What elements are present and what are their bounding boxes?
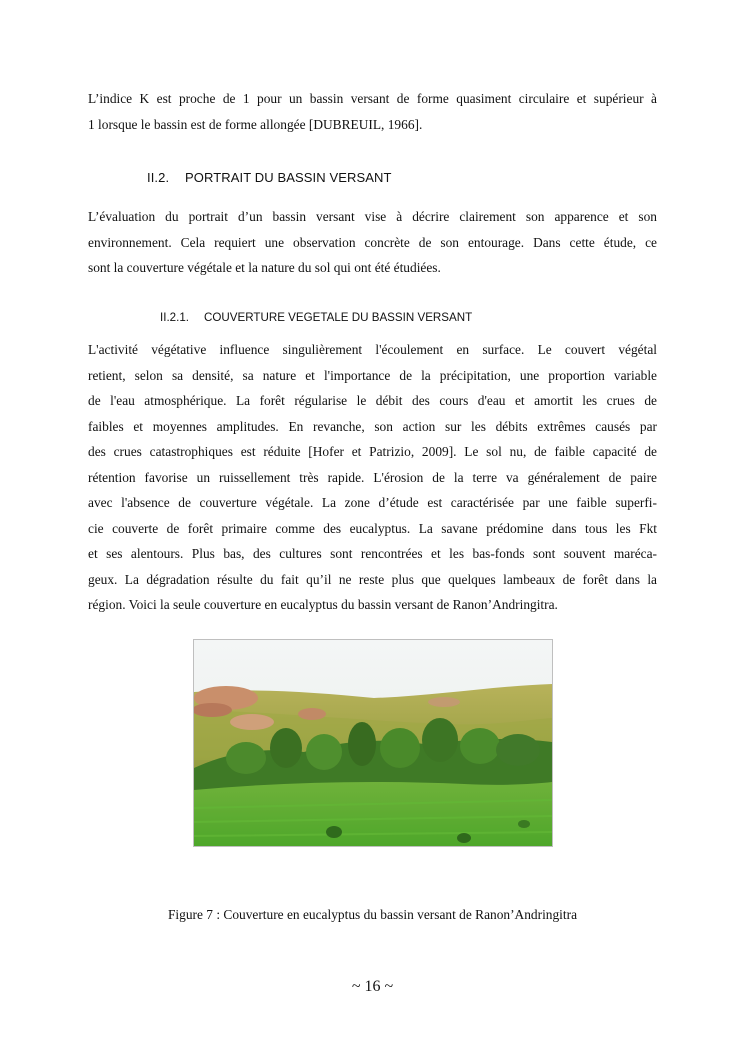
intro-line: 1 lorsque le bassin est de forme allongée [DUBREUIL, 1966]. [88, 116, 423, 132]
figure-photo-eucalyptus [193, 639, 553, 847]
body-line: cie couverte de forêt primaire comme des eucalyptus. La savane prédomine dans tous les Fkt [88, 520, 657, 536]
page-number: ~ 16 ~ [351, 978, 394, 995]
body-line: faibles et moyennes amplitudes. En revanche, son action sur les débits extrêmes causés par [88, 418, 657, 434]
subsection-paragraph [88, 337, 657, 618]
section-line: sont la couverture végétale et la nature du sol qui ont été étudiées. [88, 260, 441, 275]
section-line: environnement. Cela requiert une observation concrète de son entourage. Dans cette étude, ce [88, 234, 657, 250]
section-number: II.2. [147, 170, 170, 185]
section-line: L’évaluation du portrait d’un bassin versant vise à décrire clairement son apparence et son [88, 209, 657, 224]
figure-caption: Figure 7 : Couverture en eucalyptus du bassin versant de Ranon’Andringitra [167, 907, 578, 922]
subsection-number: II.2.1. [160, 311, 190, 324]
section-heading [147, 170, 392, 185]
body-line: geux. La dégradation résulte du fait qu’il ne reste plus que quelques lambeaux de forêt dans la [88, 571, 657, 587]
body-line: de l'eau atmosphérique. La forêt régularise le débit des cours d'eau et amortit les crues de [88, 393, 657, 408]
body-line: des crues catastrophiques est réduite [Hofer et Patrizio, 2009]. Le sol nu, de faible capacité de [88, 444, 657, 459]
body-line: et ses alentours. Plus bas, des cultures sont rencontrées et les bas-fonds sont souvent maréca- [88, 546, 657, 561]
section-paragraph [88, 204, 657, 281]
body-line: retient, selon sa densité, sa nature et l'importance de la précipitation, une proportion variable [88, 367, 657, 383]
body-line: région. Voici la seule couverture en eucalyptus du bassin versant de Ranon’Andringitra. [88, 597, 558, 612]
intro-paragraph [88, 86, 657, 137]
body-line: avec l'absence de couverture végétale. La zone d’étude est caractérisée par une faible superfi- [88, 495, 657, 510]
body-line: L'activité végétative influence singulièrement l'écoulement en surface. Le couvert végétal [88, 342, 657, 357]
subsection-title: COUVERTURE VEGETALE DU BASSIN VERSANT [204, 311, 473, 324]
intro-line: L’indice K est proche de 1 pour un bassin versant de forme quasiment circulaire et supérieur à [88, 91, 657, 106]
section-title: PORTRAIT DU BASSIN VERSANT [185, 170, 392, 185]
subsection-heading [160, 311, 472, 324]
body-line: rétention favorise un ruissellement très rapide. L'érosion de la terre va généralement de paire [88, 469, 657, 485]
